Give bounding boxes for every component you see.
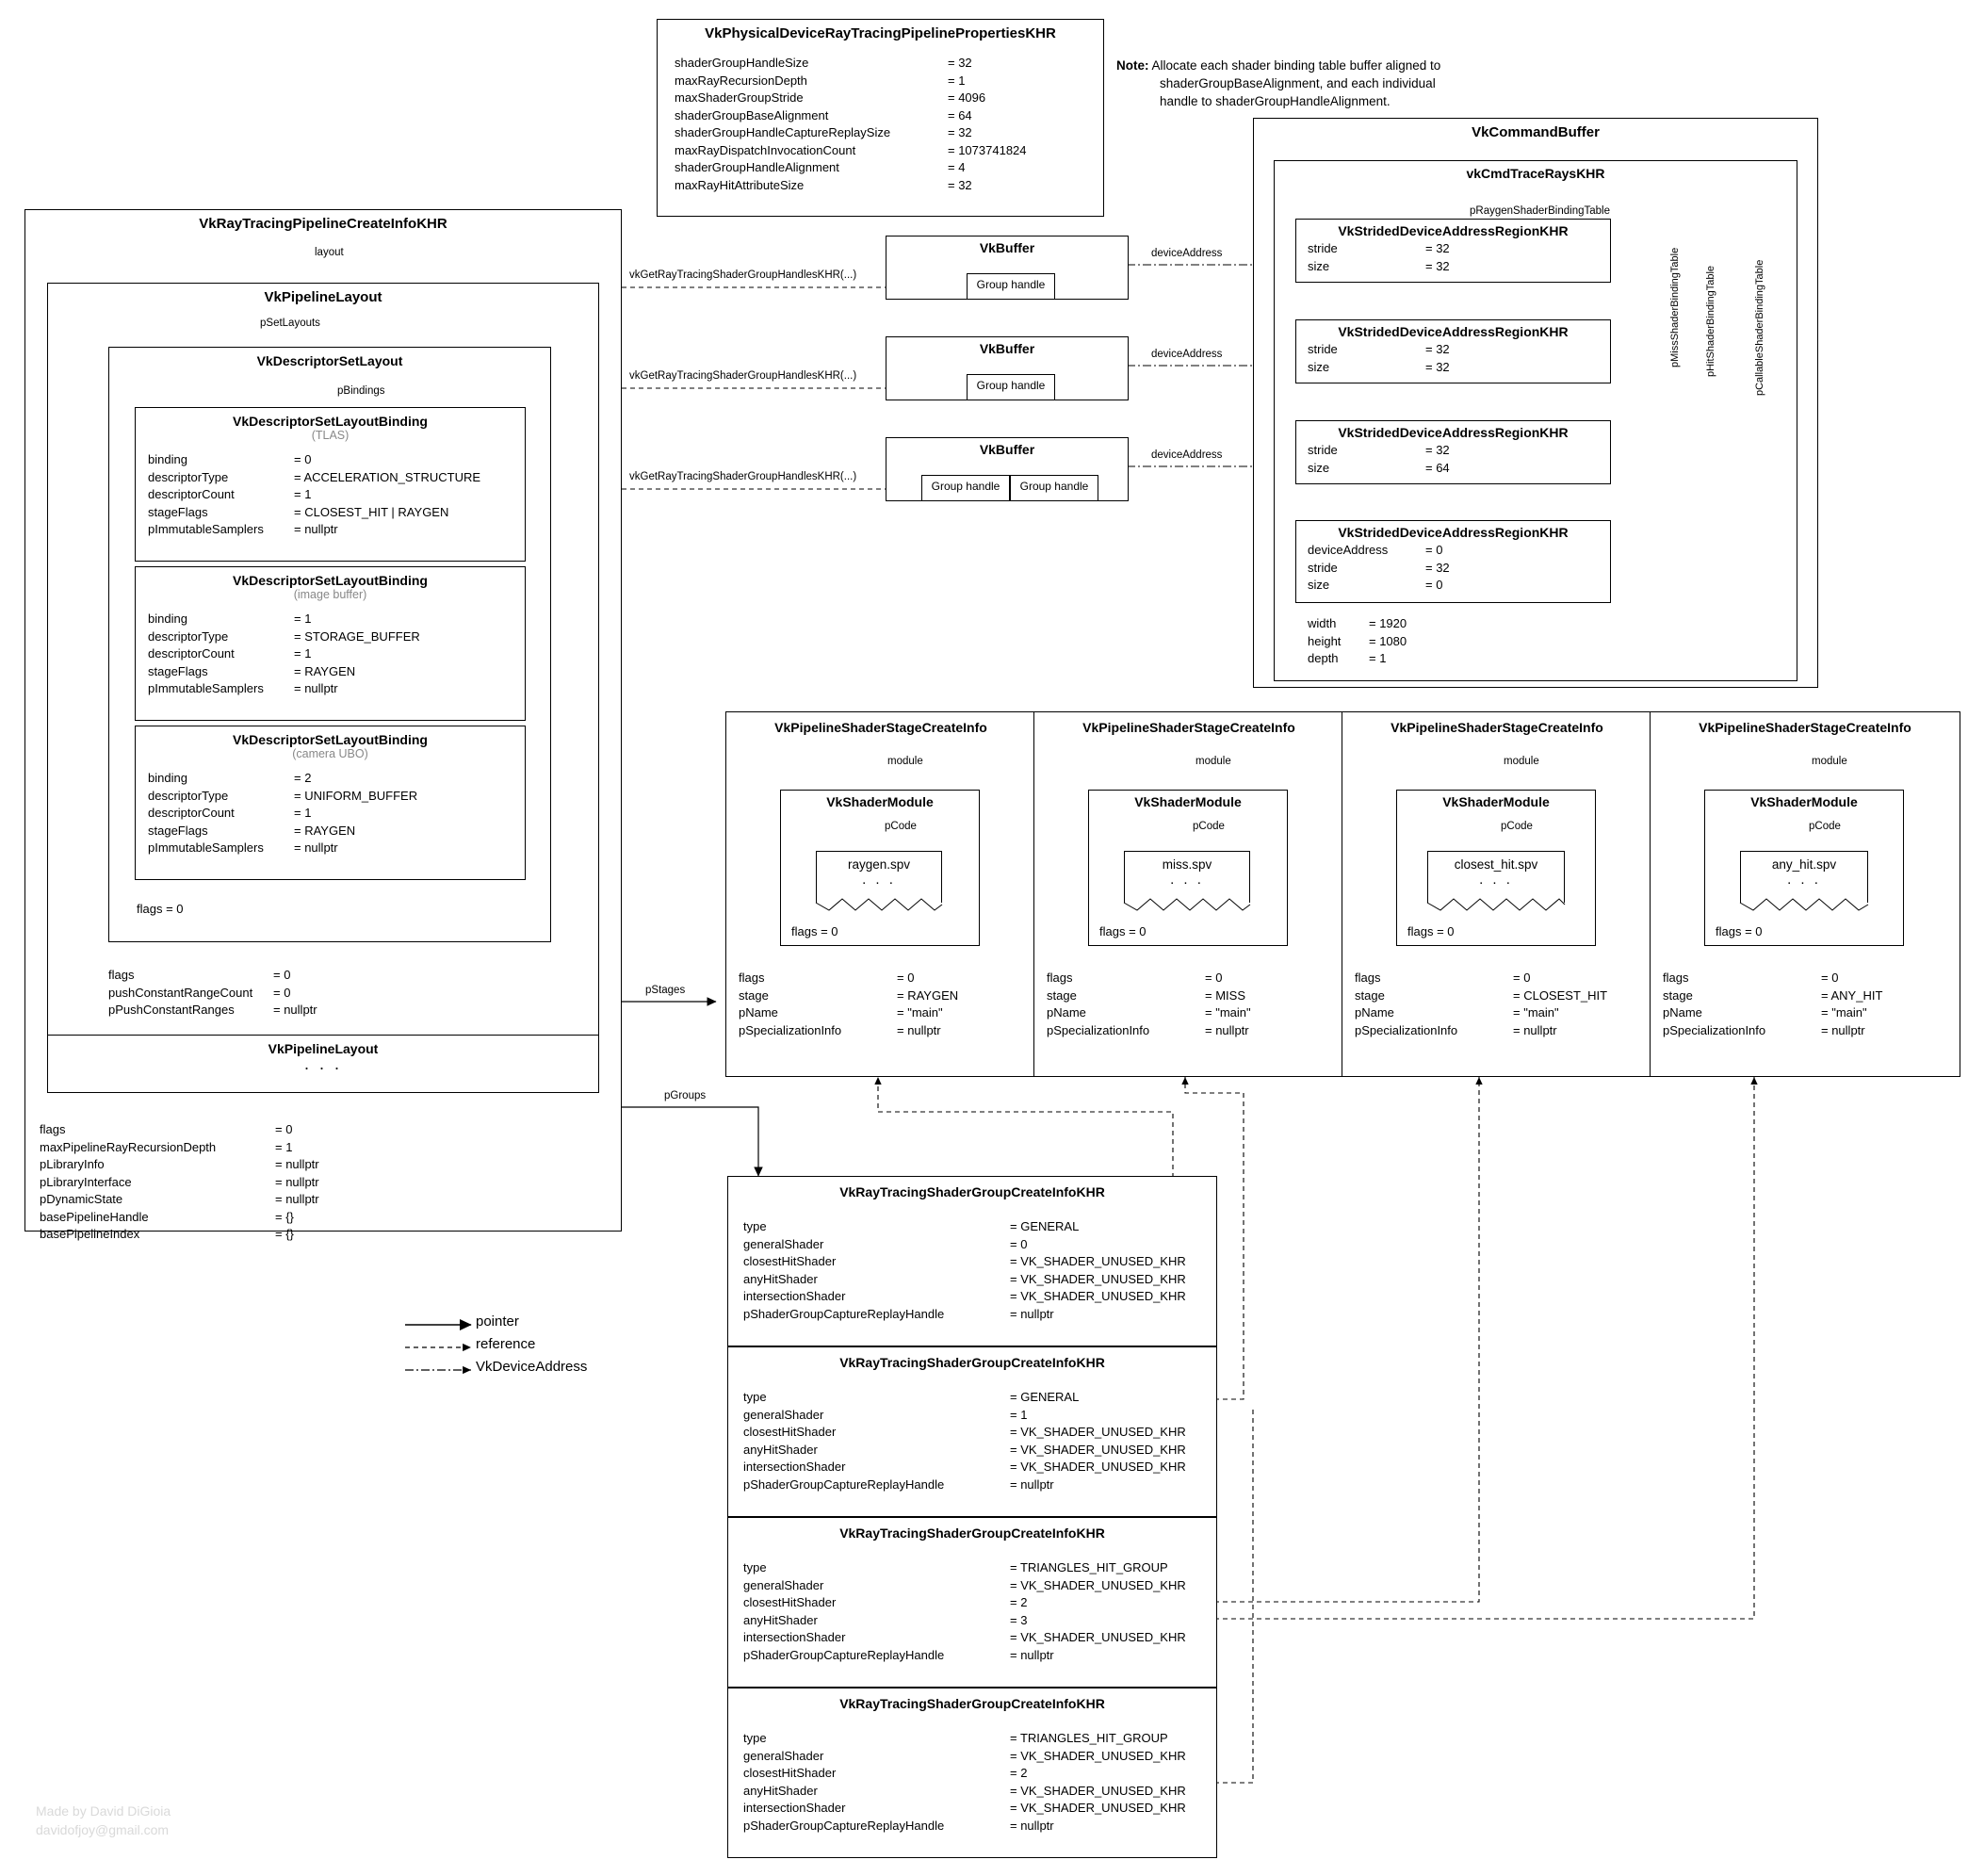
kv-row: closestHitShader = 2 (743, 1595, 1028, 1609)
legend-reference-label: reference (476, 1336, 536, 1352)
pipeline-rows (40, 1121, 319, 1244)
kv-row: flags = 0 (40, 1122, 293, 1136)
kv-row: pShaderGroupCaptureReplayHandle = nullptr (743, 1818, 1054, 1833)
kv-row: generalShader = VK_SHADER_UNUSED_KHR (743, 1748, 1186, 1763)
kv-row: stage = RAYGEN (739, 987, 959, 1003)
group-title: VkRayTracingShaderGroupCreateInfoKHR (839, 1355, 1105, 1370)
kv-row: maxPipelineRayRecursionDepth = 1 (40, 1139, 293, 1154)
shader-module-title: VkShaderModule (826, 794, 934, 809)
kv-row: pLibraryInfo = nullptr (40, 1157, 319, 1171)
edge-label-device-address-3: deviceAddress (1151, 449, 1223, 461)
kv-row: stageFlags = RAYGEN (148, 823, 356, 838)
kv-row: binding = 0 (148, 452, 312, 466)
kv-row: stride = 32 (1308, 241, 1450, 255)
kv-row: flags = 0 (1355, 971, 1531, 985)
stage-title: VkPipelineShaderStageCreateInfo (1699, 720, 1911, 735)
strided-region-box-3 (1295, 420, 1611, 484)
spv-filename: any_hit.spv (1771, 857, 1837, 872)
kv-row: type = GENERAL (743, 1390, 1080, 1404)
kv-row: width = 1920 (1308, 616, 1407, 630)
kv-row: flags = 0 (108, 968, 291, 982)
spv-file-box-1 (816, 851, 942, 903)
kv-row: pushConstantRangeCount = 0 (108, 985, 291, 1000)
descriptor-set-layout-title: VkDescriptorSetLayout (256, 353, 403, 368)
sbt-label-miss: pMissShaderBindingTable (1669, 247, 1681, 367)
stage-title: VkPipelineShaderStageCreateInfo (774, 720, 987, 735)
spv-file-box-2 (1124, 851, 1250, 903)
kv-row: descriptorCount = 1 (148, 487, 312, 501)
note-block (1116, 57, 1606, 110)
kv-row: pSpecializationInfo = nullptr (739, 1022, 941, 1037)
edge-label-device-address-1: deviceAddress (1151, 248, 1223, 259)
group-title: VkRayTracingShaderGroupCreateInfoKHR (839, 1525, 1105, 1541)
kv-row: stage = CLOSEST_HIT (1355, 987, 1608, 1003)
edge-label-device-address-2: deviceAddress (1151, 349, 1223, 360)
sbt-label-callable: pCallableShaderBindingTable (1754, 259, 1765, 396)
binding-subtitle: (camera UBO) (292, 747, 368, 760)
binding-rows (136, 601, 525, 698)
spv-filename: closest_hit.spv (1454, 857, 1538, 872)
kv-row: shaderGroupHandleSize = 32 (675, 56, 972, 70)
kv-row: size = 32 (1308, 258, 1450, 273)
legend-deviceaddress-label: VkDeviceAddress (476, 1359, 588, 1375)
kv-row: size = 32 (1308, 359, 1450, 374)
kv-row: pShaderGroupCaptureReplayHandle = nullptr (743, 1306, 1054, 1321)
buffer-title: VkBuffer (979, 341, 1035, 356)
region-title: VkStridedDeviceAddressRegionKHR (1338, 525, 1569, 540)
credit-line-1: Made by David DiGioia (36, 1803, 171, 1819)
buffer-title: VkBuffer (979, 240, 1035, 255)
edge-label-pcode-3: pCode (1501, 821, 1533, 832)
group-rows (728, 1370, 1216, 1493)
binding-subtitle: (TLAS) (311, 429, 350, 442)
kv-row: flags = 0 (1663, 971, 1839, 985)
descriptor-set-layout-binding-image-buffer (135, 566, 526, 721)
region-title: VkStridedDeviceAddressRegionKHR (1338, 223, 1569, 238)
kv-row: descriptorType = STORAGE_BUFFER (148, 628, 420, 644)
spv-file-box-4 (1740, 851, 1868, 903)
kv-row: pImmutableSamplers = nullptr (148, 681, 338, 695)
kv-row: intersectionShader = VK_SHADER_UNUSED_KHR (743, 1801, 1186, 1815)
region-rows (1296, 339, 1610, 376)
shader-group-box-1 (727, 1176, 1217, 1346)
spv-filename: miss.spv (1162, 857, 1212, 872)
group-rows (728, 1711, 1216, 1835)
command-buffer-title: VkCommandBuffer (1472, 124, 1600, 140)
binding-subtitle: (image buffer) (293, 588, 367, 601)
pipeline-layout-stub-box (47, 1035, 599, 1093)
kv-row: stride = 32 (1308, 443, 1450, 457)
kv-row: anyHitShader = VK_SHADER_UNUSED_KHR (743, 1442, 1186, 1457)
credit-block (36, 1802, 171, 1839)
kv-row: intersectionShader = VK_SHADER_UNUSED_KHR (743, 1460, 1186, 1474)
properties-box (657, 19, 1104, 217)
region-rows (1296, 440, 1610, 477)
kv-row: descriptorCount = 1 (148, 806, 312, 820)
kv-row: stride = 32 (1308, 560, 1450, 575)
edge-label-layout: layout (315, 247, 344, 258)
group-title: VkRayTracingShaderGroupCreateInfoKHR (839, 1696, 1105, 1711)
stage-rows-4 (1663, 970, 1883, 1039)
stage-rows-3 (1355, 970, 1608, 1039)
region-rows (1296, 238, 1610, 275)
stage-rows-2 (1047, 970, 1251, 1039)
shader-module-title: VkShaderModule (1134, 794, 1242, 809)
note-line-3: handle to shaderGroupHandleAlignment. (1160, 94, 1391, 108)
edge-label-pcode-1: pCode (885, 821, 917, 832)
kv-row: anyHitShader = 3 (743, 1612, 1028, 1627)
kv-row: depth = 1 (1308, 651, 1387, 665)
group-rows (728, 1541, 1216, 1664)
strided-region-box-2 (1295, 319, 1611, 383)
group-handle: Group handle (1010, 475, 1098, 501)
edge-label-pcode-2: pCode (1193, 821, 1225, 832)
group-title: VkRayTracingShaderGroupCreateInfoKHR (839, 1184, 1105, 1199)
kv-row: shaderGroupBaseAlignment = 64 (675, 107, 972, 122)
kv-row: descriptorType = ACCELERATION_STRUCTURE (148, 469, 481, 484)
kv-row: stage = MISS (1047, 987, 1245, 1003)
strided-region-box-4 (1295, 520, 1611, 603)
shader-module-title: VkShaderModule (1442, 794, 1550, 809)
group-handle: Group handle (921, 475, 1010, 501)
kv-row: pName = "main" (1047, 1005, 1251, 1020)
kv-row: maxRayHitAttributeSize = 32 (675, 177, 972, 192)
pipeline-layout-title: VkPipelineLayout (264, 289, 382, 305)
kv-row: basePipelineHandle = {} (40, 1209, 294, 1224)
trace-rays-dims (1308, 615, 1407, 668)
spv-ellipsis: . . . (1787, 872, 1821, 888)
kv-row: generalShader = 0 (743, 1236, 1028, 1251)
kv-row: height = 1080 (1308, 633, 1407, 648)
descriptor-set-layout-binding-camera-ubo (135, 726, 526, 880)
edge-label-pbindings: pBindings (337, 385, 385, 397)
kv-row: generalShader = VK_SHADER_UNUSED_KHR (743, 1577, 1186, 1592)
shader-module-title: VkShaderModule (1750, 794, 1858, 809)
kv-row: type = TRIANGLES_HIT_GROUP (743, 1731, 1168, 1745)
kv-row: anyHitShader = VK_SHADER_UNUSED_KHR (743, 1271, 1186, 1286)
spv-file-box-3 (1427, 851, 1565, 903)
edge-label-get-group-handles-3: vkGetRayTracingShaderGroupHandlesKHR(...) (629, 471, 857, 482)
group-rows (728, 1199, 1216, 1323)
descriptor-set-layout-binding-tlas (135, 407, 526, 562)
edge-label-pcode-4: pCode (1809, 821, 1841, 832)
properties-rows (658, 41, 1103, 194)
kv-row: pShaderGroupCaptureReplayHandle = nullptr (743, 1647, 1054, 1662)
buffer-title: VkBuffer (979, 442, 1035, 457)
kv-row: maxRayRecursionDepth = 1 (675, 73, 966, 88)
kv-row: intersectionShader = VK_SHADER_UNUSED_KHR (743, 1630, 1186, 1644)
note-line-2: shaderGroupBaseAlignment, and each individual (1160, 76, 1436, 90)
kv-row: basePipelineIndex = {} (40, 1227, 294, 1241)
edge-label-module-2: module (1195, 756, 1231, 767)
kv-row: binding = 1 (148, 612, 312, 626)
kv-row: anyHitShader = VK_SHADER_UNUSED_KHR (743, 1783, 1186, 1798)
kv-row: pSpecializationInfo = nullptr (1047, 1022, 1249, 1037)
kv-row: shaderGroupHandleCaptureReplaySize = 32 (675, 125, 972, 139)
edge-label-module-1: module (887, 756, 923, 767)
region-rows (1296, 540, 1610, 595)
edge-label-module-4: module (1812, 756, 1847, 767)
kv-row: stride = 32 (1308, 342, 1450, 356)
kv-row: type = GENERAL (743, 1219, 1080, 1233)
binding-title: VkDescriptorSetLayoutBinding (233, 732, 428, 747)
binding-title: VkDescriptorSetLayoutBinding (233, 414, 428, 429)
legend-pointer-label: pointer (476, 1313, 519, 1330)
properties-title: VkPhysicalDeviceRayTracingPipelinePropertiesKHR (705, 25, 1056, 41)
kv-row: shaderGroupHandleAlignment = 4 (675, 160, 966, 174)
kv-row: flags = 0 (1047, 971, 1223, 985)
kv-row: stageFlags = CLOSEST_HIT | RAYGEN (148, 504, 449, 519)
kv-row: descriptorType = UNIFORM_BUFFER (148, 788, 418, 803)
kv-row: pName = "main" (1355, 1005, 1559, 1020)
kv-row: pShaderGroupCaptureReplayHandle = nullptr (743, 1476, 1054, 1492)
edge-label-module-3: module (1504, 756, 1539, 767)
stage-title: VkPipelineShaderStageCreateInfo (1391, 720, 1603, 735)
group-handle: Group handle (967, 273, 1055, 300)
shader-module-flags-1: flags = 0 (791, 924, 838, 938)
sbt-label-hit: pHitShaderBindingTable (1705, 265, 1716, 377)
kv-row: pPushConstantRanges = nullptr (108, 1003, 317, 1017)
stage-title: VkPipelineShaderStageCreateInfo (1082, 720, 1295, 735)
stage-rows-1 (739, 970, 959, 1039)
spv-ellipsis: . . . (1170, 872, 1204, 888)
kv-row: maxShaderGroupStride = 4096 (675, 90, 986, 105)
kv-row: pSpecializationInfo = nullptr (1663, 1022, 1865, 1037)
binding-rows (136, 442, 525, 539)
kv-row: pSpecializationInfo = nullptr (1355, 1022, 1557, 1037)
kv-row: type = TRIANGLES_HIT_GROUP (743, 1560, 1168, 1574)
kv-row: closestHitShader = VK_SHADER_UNUSED_KHR (743, 1425, 1186, 1439)
spv-ellipsis: . . . (862, 872, 896, 888)
note-label: Note: (1116, 58, 1149, 73)
kv-row: closestHitShader = 2 (743, 1766, 1028, 1780)
kv-row: flags = 0 (739, 971, 915, 985)
pipeline-layout-rows (108, 967, 317, 1020)
descriptor-set-layout-flags: flags = 0 (137, 902, 184, 916)
shader-module-flags-4: flags = 0 (1716, 924, 1763, 938)
kv-row: pName = "main" (1663, 1005, 1867, 1020)
kv-row: binding = 2 (148, 771, 312, 785)
kv-row: size = 0 (1308, 578, 1443, 592)
kv-row: size = 64 (1308, 460, 1450, 475)
strided-region-box-1 (1295, 219, 1611, 283)
edge-label-get-group-handles-2: vkGetRayTracingShaderGroupHandlesKHR(...) (629, 370, 857, 382)
kv-row: generalShader = 1 (743, 1407, 1028, 1422)
kv-row: stageFlags = RAYGEN (148, 663, 356, 678)
sbt-label-raygen: pRaygenShaderBindingTable (1470, 205, 1610, 217)
binding-title: VkDescriptorSetLayoutBinding (233, 573, 428, 588)
pipeline-layout-stub-title: VkPipelineLayout (268, 1041, 379, 1056)
kv-row: pImmutableSamplers = nullptr (148, 522, 338, 536)
pipeline-layout-stub-ellipsis: . . . (303, 1054, 342, 1073)
group-handle: Group handle (967, 374, 1055, 400)
region-title: VkStridedDeviceAddressRegionKHR (1338, 324, 1569, 339)
shader-module-flags-3: flags = 0 (1407, 924, 1455, 938)
spv-filename: raygen.spv (847, 857, 911, 872)
region-title: VkStridedDeviceAddressRegionKHR (1338, 425, 1569, 440)
edge-label-psetlayouts: pSetLayouts (260, 318, 320, 329)
kv-row: pDynamicState = nullptr (40, 1192, 319, 1206)
pipeline-title: VkRayTracingPipelineCreateInfoKHR (199, 216, 447, 232)
kv-row: closestHitShader = VK_SHADER_UNUSED_KHR (743, 1254, 1186, 1268)
binding-rows (136, 760, 525, 857)
kv-row: stage = ANY_HIT (1663, 987, 1883, 1003)
credit-line-2: davidofjoy@gmail.com (36, 1822, 170, 1837)
edge-label-get-group-handles-1: vkGetRayTracingShaderGroupHandlesKHR(...) (629, 269, 857, 281)
shader-group-box-4 (727, 1688, 1217, 1858)
kv-row: pName = "main" (739, 1005, 943, 1020)
spv-ellipsis: . . . (1479, 872, 1513, 888)
kv-row: maxRayDispatchInvocationCount = 1073741824 (675, 142, 1027, 157)
shader-group-box-2 (727, 1346, 1217, 1517)
kv-row: deviceAddress = 0 (1308, 543, 1443, 557)
kv-row: pImmutableSamplers = nullptr (148, 840, 338, 855)
note-line-1: Allocate each shader binding table buffer aligned to (1151, 58, 1441, 73)
shader-group-box-3 (727, 1517, 1217, 1688)
kv-row: pLibraryInterface = nullptr (40, 1174, 319, 1189)
edge-label-pgroups: pGroups (664, 1090, 707, 1101)
cmd-trace-rays-title: vkCmdTraceRaysKHR (1466, 166, 1605, 181)
kv-row: descriptorCount = 1 (148, 646, 312, 661)
kv-row: intersectionShader = VK_SHADER_UNUSED_KHR (743, 1289, 1186, 1303)
edge-label-pstages: pStages (645, 985, 686, 996)
shader-module-flags-2: flags = 0 (1099, 924, 1147, 938)
